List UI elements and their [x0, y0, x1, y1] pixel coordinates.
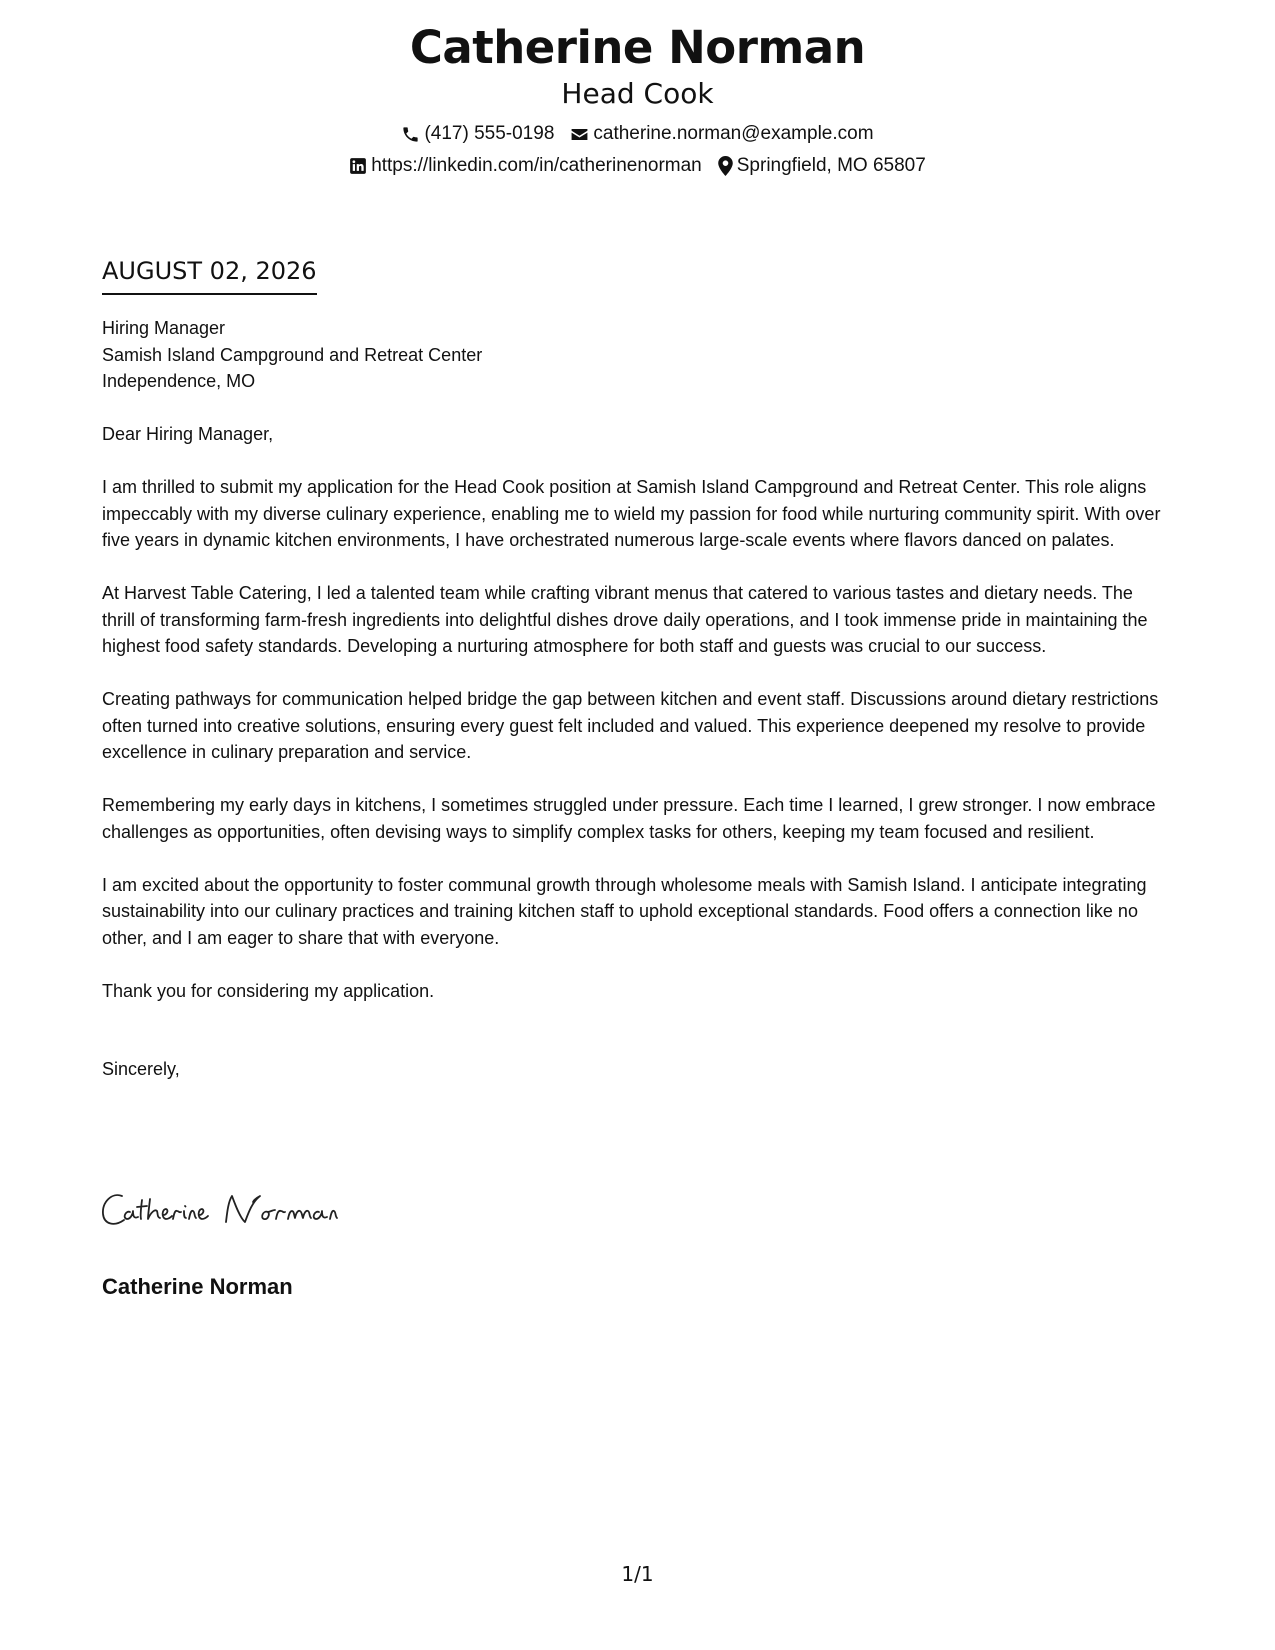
letter-date: AUGUST 02, 2026: [102, 254, 317, 295]
body-paragraph: Remembering my early days in kitchens, I sometimes struggled under pressure. Each time I learned, I grew stronger. I now embrace challenges as opportunities, often devising ways to simplify complex tasks for others, keeping my team focused and resilient.: [102, 795, 1156, 842]
linkedin-icon: [349, 157, 367, 175]
map-marker-icon: [718, 156, 733, 176]
applicant-title: Head Cook: [561, 77, 714, 110]
email-address: catherine.norman@example.com: [593, 123, 874, 144]
recipient-location: Independence, MO: [102, 371, 256, 391]
contact-row-primary: [0, 118, 1275, 150]
body-paragraph: I am excited about the opportunity to foster communal growth through wholesome meals with Samish Island. I anticipate integrating sustainability into our culinary practices and training kitchen staff to uphold exceptional standards. Food offers a connection like no other, and I am eager to share that with everyone.: [102, 874, 1147, 948]
phone-icon: [401, 125, 420, 144]
applicant-name: Catherine Norman: [409, 21, 866, 74]
recipient-company: Samish Island Campground and Retreat Center: [102, 344, 483, 365]
envelope-icon: [570, 125, 589, 144]
linkedin-url: https://linkedin.com/in/catherinenorman: [371, 155, 702, 176]
contact-linkedin: [349, 154, 702, 178]
body-paragraph: At Harvest Table Catering, I led a talented team while crafting vibrant menus that catered to various tastes and dietary needs. The thrill of transforming farm-fresh ingredients into delightful dishes drove daily operations, and I took immense pride in maintaining the highest food safety standards. Developing a nurturing atmosphere for both staff and guests was crucial to our success.: [102, 583, 1148, 656]
location-text: Springfield, MO 65807: [736, 155, 926, 176]
closing: Sincerely,: [102, 1059, 180, 1079]
contact-phone: [401, 122, 554, 146]
contact-row-secondary: [0, 150, 1275, 182]
letter-header: [0, 20, 1275, 182]
contact-email: [570, 122, 873, 146]
recipient-block: [102, 315, 1162, 395]
contact-location: [718, 154, 926, 178]
recipient-name: Hiring Manager: [102, 318, 226, 338]
letter-date-block: [102, 254, 317, 295]
thank-you-line: Thank you for considering my application.: [102, 980, 435, 1001]
body-paragraph: I am thrilled to submit my application for the Head Cook position at Samish Island Campground and Retreat Center. This role aligns impeccably with my diverse culinary experience, enabling me to wield my passion for food while nurturing community spirit. With over five years in dynamic kitchen environments, I have orchestrated numerous large-scale events where flavors danced on palates.: [102, 477, 1161, 550]
printed-name: Catherine Norman: [102, 1274, 293, 1299]
page-number: 1/1: [621, 1562, 654, 1586]
handwritten-signature: [100, 1188, 370, 1241]
phone-number: (417) 555-0198: [424, 123, 555, 144]
salutation: Dear Hiring Manager,: [102, 424, 274, 444]
body-paragraph: Creating pathways for communication helped bridge the gap between kitchen and event staff. Discussions around dietary restrictions often turned into creative solutions, ensuring every guest felt included and valued. This experience deepened my resolve to provide excellence in culinary preparation and service.: [102, 689, 1159, 762]
letter-body: [102, 315, 1162, 1109]
